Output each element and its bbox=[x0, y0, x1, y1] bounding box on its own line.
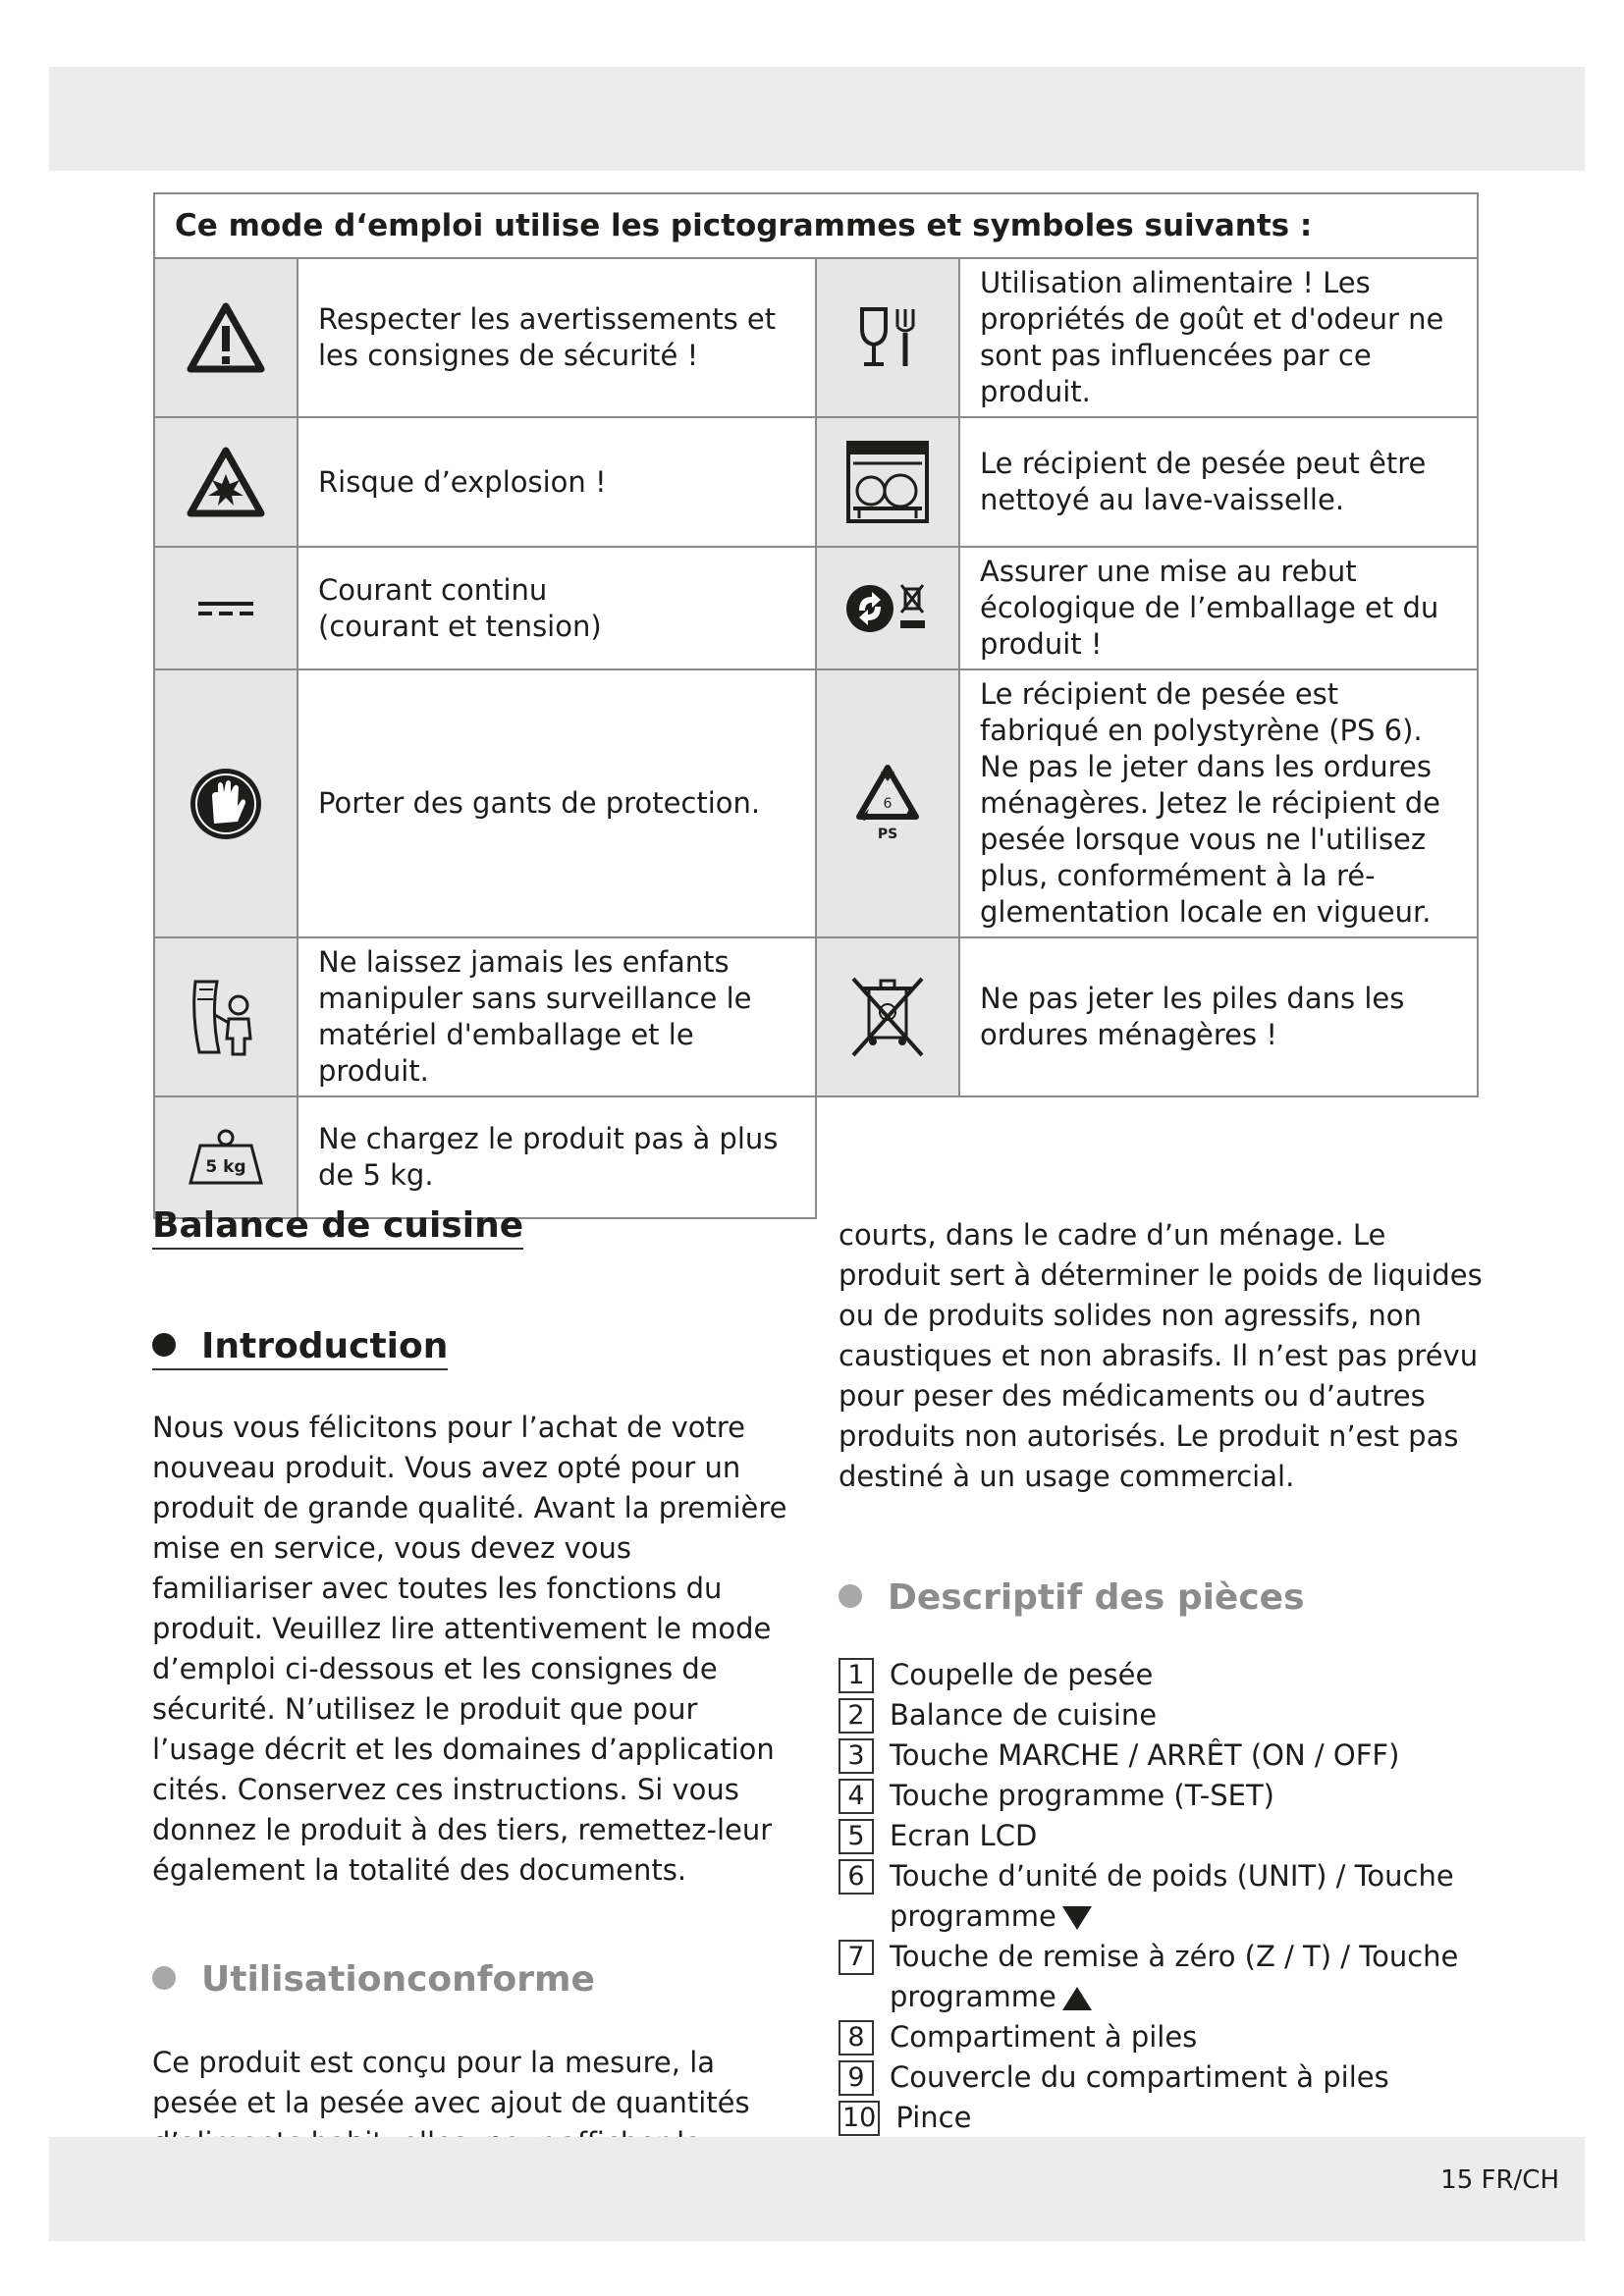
arrow-down-icon bbox=[1062, 1906, 1092, 1930]
protective-gloves-icon bbox=[154, 669, 298, 937]
explosion-warning-icon bbox=[154, 417, 298, 547]
part-label: Compartiment à piles bbox=[890, 2020, 1198, 2054]
symbol-description: Assurer une mise au rebut écologique de l’emballage et du produit ! bbox=[959, 547, 1478, 669]
list-item bbox=[839, 2017, 1487, 2057]
part-label-continued: programme bbox=[890, 1980, 1056, 2013]
ps6-recycling-icon bbox=[816, 669, 959, 937]
left-column bbox=[152, 1205, 795, 2204]
part-number: 4 bbox=[839, 1779, 874, 1814]
symbol-description-line: Courant continu bbox=[318, 572, 548, 607]
part-number: 8 bbox=[839, 2020, 874, 2056]
part-label-continued: programme bbox=[890, 1899, 1056, 1933]
ps6-recycling-number: 6 bbox=[883, 795, 893, 812]
symbols-row bbox=[154, 417, 1478, 547]
crossed-bin-icon bbox=[816, 937, 959, 1096]
symbol-description: Le récipient de pesée est fabriqué en polystyrène (PS 6). Ne pas le jeter dans les ordures ménagères. Jetez le récipient de pesée lorsque vous ne l'utilisez plus, conformément à la réglementation locale en vigueur. bbox=[959, 669, 1478, 937]
parts-heading-text: Descriptif des pièces bbox=[888, 1577, 1305, 1618]
list-item bbox=[839, 1816, 1487, 1856]
part-number: 5 bbox=[839, 1819, 874, 1854]
part-label: Touche programme (T-SET) bbox=[890, 1779, 1274, 1812]
bullet-icon bbox=[152, 1333, 176, 1357]
green-dot-recycling-icon bbox=[816, 547, 959, 669]
symbol-description: Porter des gants de protection. bbox=[298, 669, 816, 937]
part-number: 1 bbox=[839, 1658, 874, 1693]
bullet-icon bbox=[839, 1584, 862, 1608]
symbols-table-header: Ce mode d‘emploi utilise les pictogrammes et symboles suivants : bbox=[154, 193, 1478, 258]
introduction-heading-text: Introduction bbox=[201, 1326, 449, 1366]
direct-current-icon bbox=[154, 547, 298, 669]
part-number: 10 bbox=[839, 2101, 880, 2136]
symbol-description: Le récipient de pesée peut être nettoyé au lave-vaisselle. bbox=[959, 417, 1478, 547]
list-item bbox=[839, 2057, 1487, 2098]
symbols-table bbox=[153, 192, 1479, 1219]
part-label: Couvercle du compartiment à piles bbox=[890, 2060, 1389, 2094]
part-label: Touche d’unité de poids (UNIT) / Touche bbox=[890, 1859, 1454, 1893]
bullet-icon bbox=[152, 1966, 176, 1990]
part-label: Touche de remise à zéro (Z / T) / Touche bbox=[890, 1940, 1459, 1973]
parts-list bbox=[839, 1655, 1487, 2138]
footer-band bbox=[49, 2137, 1585, 2241]
part-label: Balance de cuisine bbox=[890, 1698, 1158, 1732]
parts-heading bbox=[839, 1577, 1487, 1618]
symbol-description: Utilisation alimentaire ! Les propriétés de goût et d'odeur ne sont pas influencées par ce produit. bbox=[959, 258, 1478, 417]
introduction-body: Nous vous félicitons pour l’achat de votre nouveau produit. Vous avez opté pour un produit de grande qualité. Avant la première mise en service, vous devez vous familiariser avec toutes les fonctions du produit. Veuillez lire attentivement le mode d’emploi ci-dessous et les consignes de sécurité. N’utilisez le produit que pour l’usage décrit et les domaines d’application cités. Conservez ces instructions. Si vous donnez le produit à des tiers, remettez-leur également la totalité des documents. bbox=[152, 1411, 787, 1887]
child-packaging-warning-icon bbox=[154, 937, 298, 1096]
symbol-description: Respecter les avertissements et les consignes de sécurité ! bbox=[298, 258, 816, 417]
symbol-description-line: (courant et tension) bbox=[318, 609, 602, 643]
list-item bbox=[839, 1695, 1487, 1735]
list-item bbox=[839, 1735, 1487, 1776]
max-weight-label: 5 kg bbox=[205, 1157, 246, 1177]
part-number: 3 bbox=[839, 1738, 874, 1774]
introduction-heading bbox=[152, 1326, 448, 1370]
symbols-row bbox=[154, 937, 1478, 1096]
list-item bbox=[839, 2098, 1487, 2138]
list-item bbox=[839, 1655, 1487, 1695]
symbol-description: Ne pas jeter les piles dans les ordures ménagères ! bbox=[959, 937, 1478, 1096]
part-label: Ecran LCD bbox=[890, 1819, 1038, 1852]
part-label: Pince bbox=[895, 2101, 972, 2134]
max-weight-icon bbox=[154, 1096, 298, 1218]
symbols-row bbox=[154, 669, 1478, 937]
food-safe-glass-fork-icon bbox=[816, 258, 959, 417]
list-item bbox=[839, 1776, 1487, 1816]
symbol-description: Ne laissez jamais les enfants manipuler sans surveillance le matériel d'emballage et le produit. bbox=[298, 937, 816, 1096]
intended-use-heading-text: Utilisationconforme bbox=[201, 1959, 595, 2000]
arrow-up-icon bbox=[1062, 1987, 1092, 2010]
symbol-description bbox=[298, 547, 816, 669]
part-number: 9 bbox=[839, 2060, 874, 2096]
intended-use-body-continued: courts, dans le cadre d’un ménage. Le produit sert à déterminer le poids de liquides ou de produits solides non agressifs, non caustiques et non abrasifs. Il n’est pas prévu pour peser des médicaments ou d’autres produits non autorisés. Le produit n’est pas destiné à un usage commercial. bbox=[839, 1218, 1483, 1493]
ps6-recycling-code: PS bbox=[877, 826, 898, 842]
right-column bbox=[839, 1215, 1487, 2138]
intended-use-body: Ce produit est conçu pour la mesure, la pesée et la pesée avec ajout de quantités bbox=[152, 2046, 750, 2119]
intended-use-heading bbox=[152, 1959, 795, 2000]
part-number: 7 bbox=[839, 1940, 874, 1975]
header-band bbox=[49, 67, 1585, 171]
symbols-row bbox=[154, 258, 1478, 417]
part-number: 2 bbox=[839, 1698, 874, 1734]
symbol-description: Ne chargez le produit pas à plus de 5 kg. bbox=[298, 1096, 816, 1218]
part-label: Coupelle de pesée bbox=[890, 1658, 1154, 1691]
list-item bbox=[839, 1937, 1487, 2017]
symbol-description: Risque d’explosion ! bbox=[298, 417, 816, 547]
page-title: Balance de cuisine bbox=[152, 1205, 523, 1250]
part-label: Touche MARCHE / ARRÊT (ON / OFF) bbox=[890, 1738, 1400, 1772]
symbols-row bbox=[154, 547, 1478, 669]
symbols-row bbox=[154, 1096, 1478, 1218]
list-item bbox=[839, 1856, 1487, 1937]
dishwasher-safe-icon bbox=[816, 417, 959, 547]
warning-triangle-icon bbox=[154, 258, 298, 417]
part-number: 6 bbox=[839, 1859, 874, 1895]
page-number: 15 FR/CH bbox=[1440, 2165, 1559, 2195]
